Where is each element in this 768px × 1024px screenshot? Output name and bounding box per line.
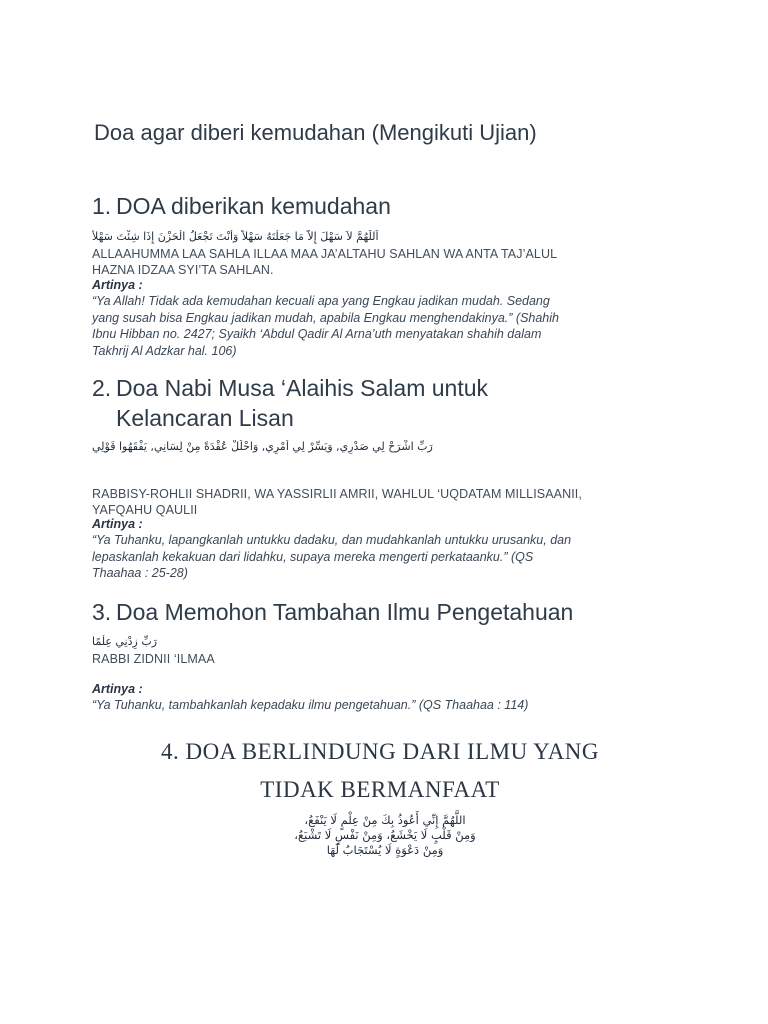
section-1-transliteration	[92, 246, 692, 278]
section-4-arabic	[200, 813, 570, 858]
meaning-line: lepaskanlah kekakuan dari lidahku, supaya mereka mengerti perkataanku.” (QS	[92, 549, 534, 564]
section-1-meaning	[92, 293, 682, 359]
section-2-arabic: رَبِّ اشْرَحْ لِي صَدْرِي, وَيَسِّرْ لِي أَمْرِي, وَاحْلُلْ عُقْدَةً مِنْ لِسَانِي, يَفْقَهُوا قَوْلِي	[92, 440, 433, 453]
section-3-arabic: رَبِّ زِدْنِي عِلْمًا	[92, 635, 158, 648]
section-3-artinya-label: Artinya :	[92, 682, 143, 696]
arabic-line: وَمِنْ قَلْبٍ لَا يَخْشَعُ، وَمِنْ نَفْسٍ لَا تَشْبَعُ،	[294, 828, 476, 842]
section-3-heading-text: Doa Memohon Tambahan Ilmu Pengetahuan	[116, 599, 574, 625]
section-2-meaning	[92, 532, 682, 582]
meaning-line: “Ya Allah! Tidak ada kemudahan kecuali apa yang Engkau jadikan mudah. Sedang	[92, 294, 550, 308]
section-3-transliteration: RABBI ZIDNII ‘ILMAA	[92, 652, 215, 666]
section-4-heading	[90, 733, 670, 809]
section-1-heading-text: DOA diberikan kemudahan	[116, 193, 391, 219]
transliteration-line: YAFQAHU QAULII	[92, 503, 198, 517]
section-1-artinya-label: Artinya :	[92, 278, 143, 292]
meaning-line: Thaahaa : 25-28)	[92, 566, 188, 580]
section-1-heading	[92, 191, 391, 221]
meaning-line: Ibnu Hibban no. 2427; Syaikh ‘Abdul Qadir Al Arna’uth menyatakan shahih dalam	[92, 327, 542, 341]
transliteration-line: ALLAAHUMMA LAA SAHLA ILLAA MAA JA’ALTAHU SAHLAN WA ANTA TAJ’ALUL	[92, 247, 558, 261]
transliteration-line: RABBISY-ROHLII SHADRII, WA YASSIRLII AMRII, WAHLUL ‘UQDATAM MILLISAANII,	[92, 487, 582, 501]
section-1-arabic: اَللَّهُمَّ لاَ سَهْلَ إِلاَّ مَا جَعَلْتَهُ سَهْلاً وَأَنْتَ تَجْعَلُ الْحَزْنَ إِذَا شِئْتَ سَهْلاً	[92, 230, 379, 243]
section-3-meaning: “Ya Tuhanku, tambahkanlah kepadaku ilmu pengetahuan.” (QS Thaahaa : 114)	[92, 698, 529, 712]
section-2-number: 2.	[92, 375, 112, 401]
transliteration-line: HAZNA IDZAA SYI’TA SAHLAN.	[92, 263, 274, 277]
section-1-number: 1.	[92, 193, 112, 219]
document-title: Doa agar diberi kemudahan (Mengikuti Ujian)	[94, 120, 537, 145]
section-3-number: 3.	[92, 599, 112, 625]
heading-line: 4. DOA BERLINDUNG DARI ILMU YANG	[160, 739, 600, 764]
section-2-artinya-label: Artinya :	[92, 517, 143, 531]
meaning-line: Takhrij Al Adzkar hal. 106)	[92, 343, 237, 358]
heading-line: TIDAK BERMANFAAT	[260, 777, 500, 802]
meaning-line: “Ya Tuhanku, lapangkanlah untukku dadaku, dan mudahkanlah untukku urusanku, dan	[92, 533, 572, 547]
section-2-heading	[92, 373, 488, 433]
section-2-transliteration	[92, 486, 692, 518]
arabic-line: وَمِنْ دَعْوَةٍ لَا يُسْتَجَابُ لَهَا	[326, 843, 444, 857]
section-2-heading-text	[116, 373, 488, 433]
meaning-line: yang susah bisa Engkau jadikan mudah, apabila Engkau menghendakinya.” (Shahih	[92, 310, 559, 325]
arabic-line: اللَّهُمَّ إِنِّي أَعُوذُ بِكَ مِنْ عِلْمٍ لَا يَنْفَعُ،	[304, 813, 466, 827]
heading-line: Doa Nabi Musa ‘Alaihis Salam untuk	[116, 375, 489, 401]
section-3-heading	[92, 597, 573, 627]
heading-line: Kelancaran Lisan	[116, 405, 294, 431]
